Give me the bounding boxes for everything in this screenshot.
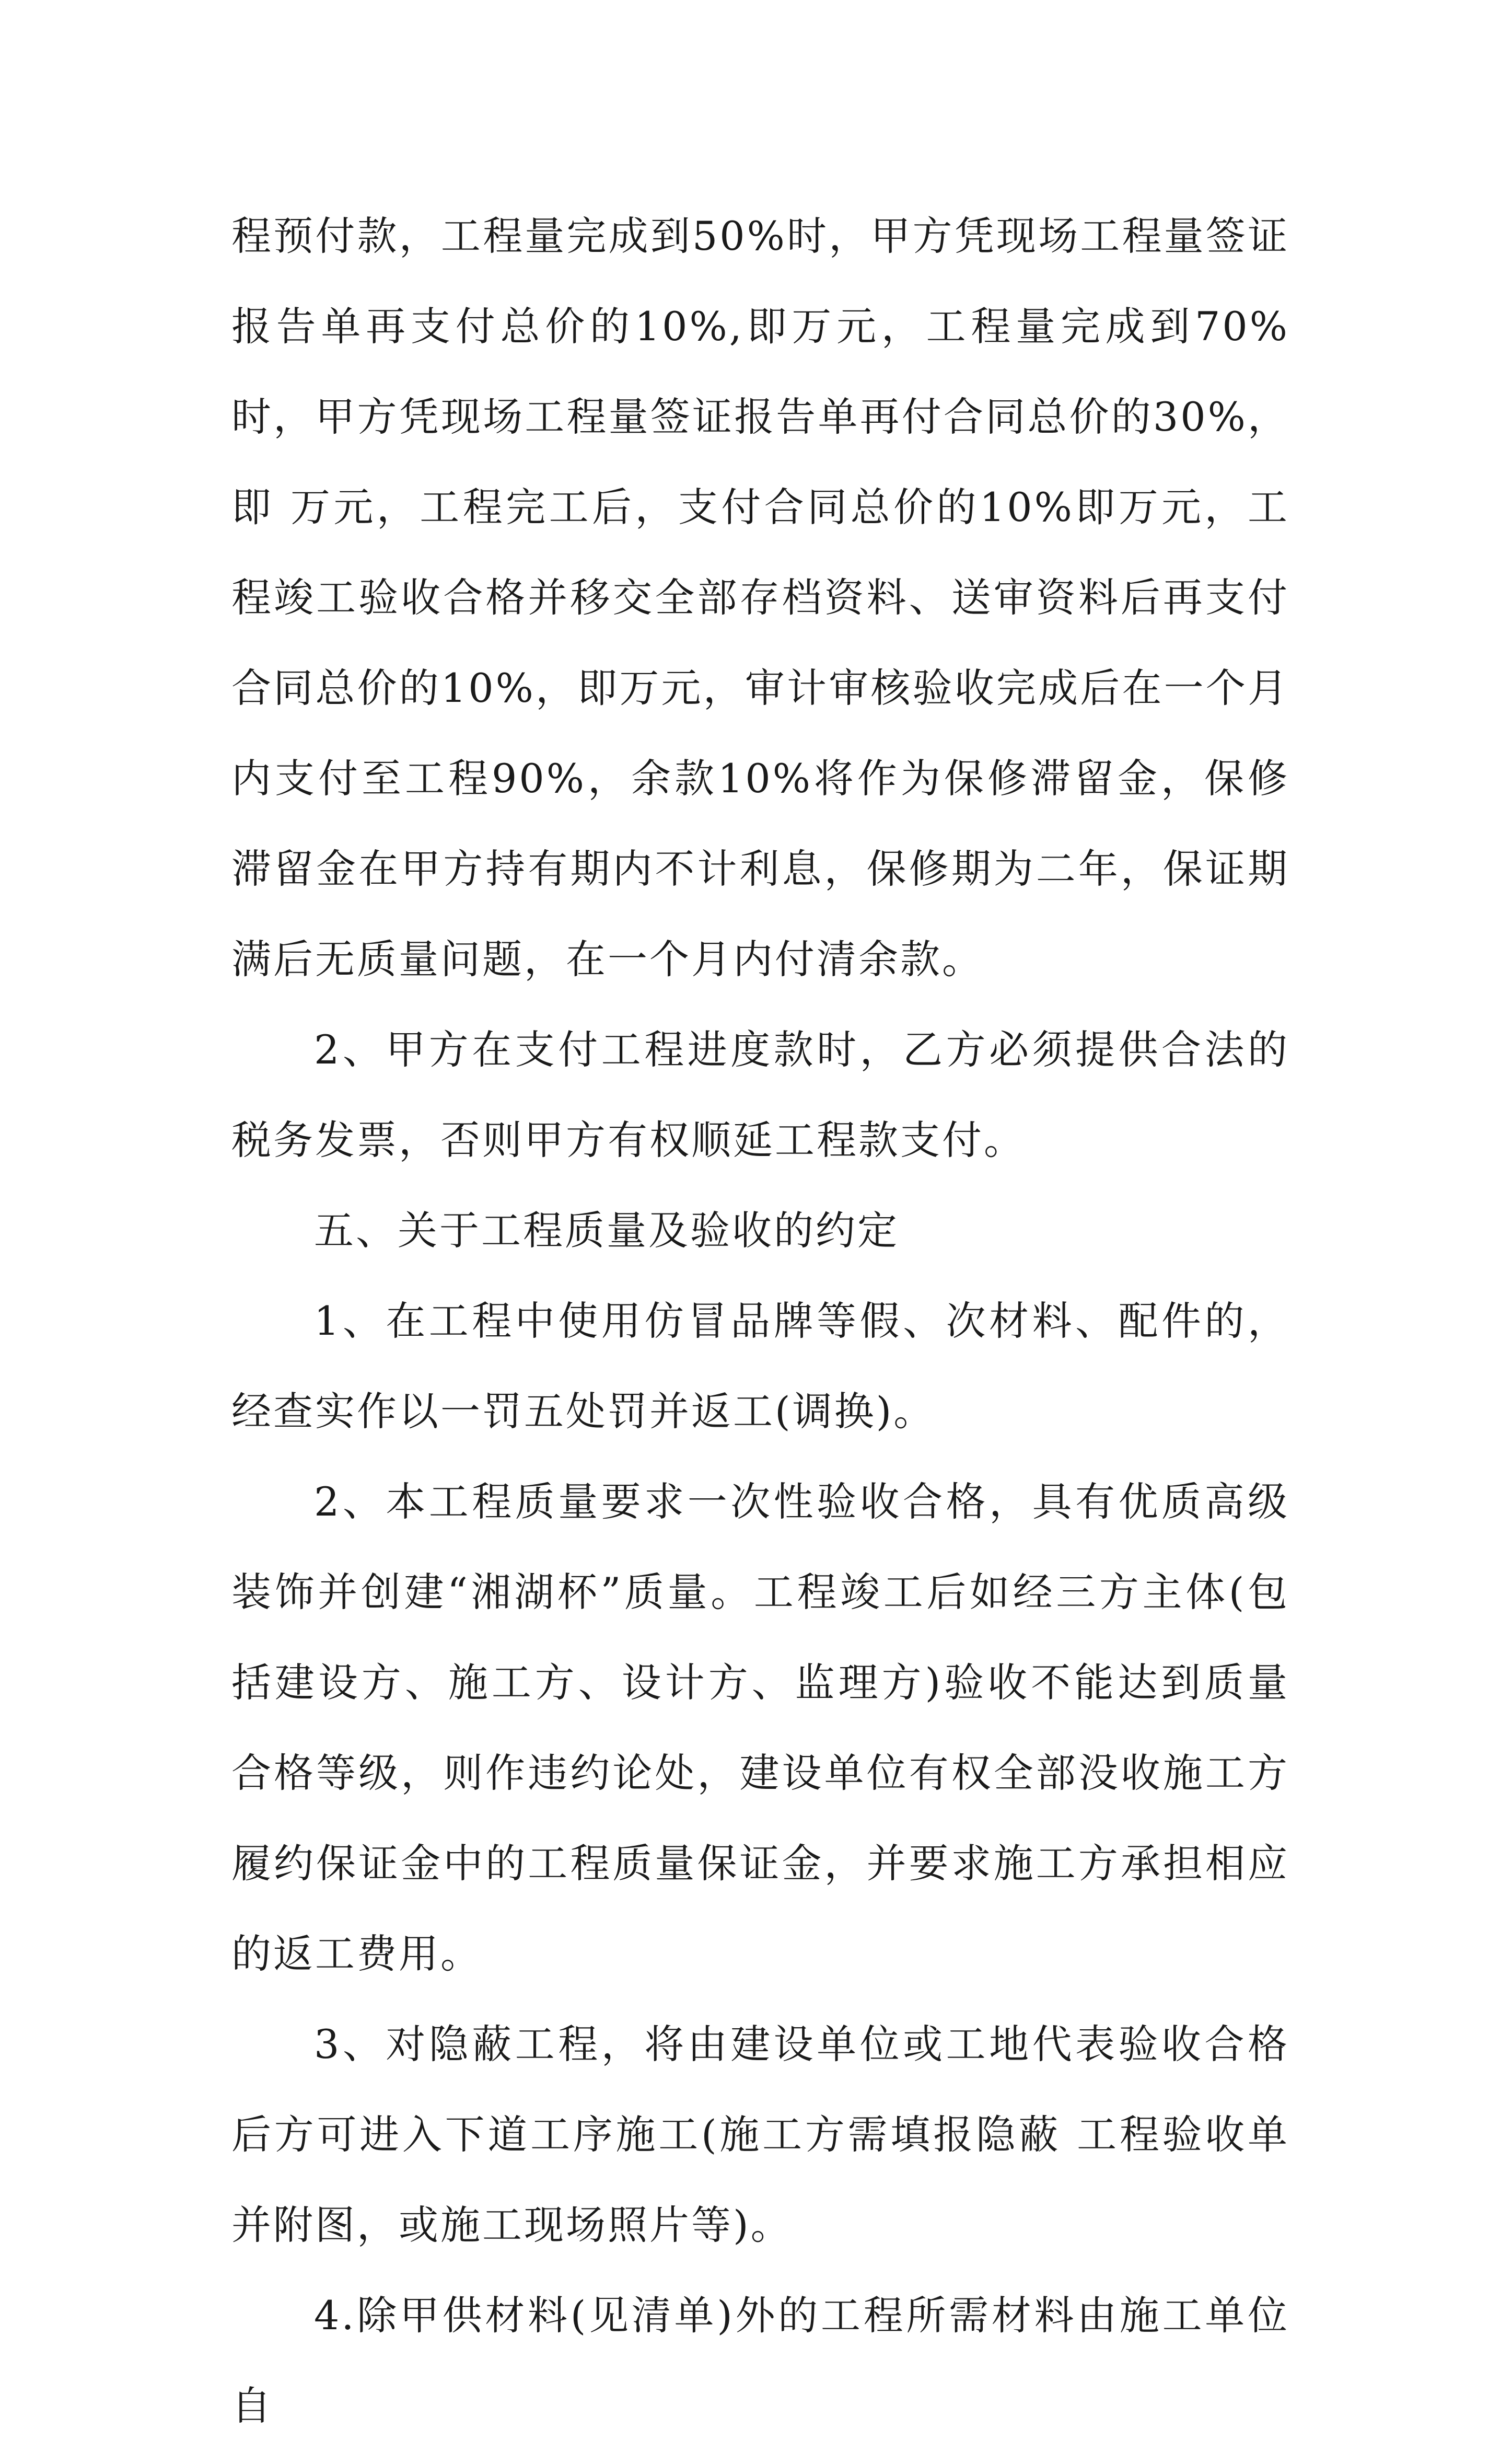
paragraph-tax-invoice: 2、甲方在支付工程进度款时，乙方必须提供合法的税务发票，否则甲方有权顺延工程款支付。	[231, 1026, 1289, 1163]
paragraph-concealed-works: 3、对隐蔽工程，将由建设单位或工地代表验收合格后方可进入下道工序施工(施工方需填报隐蔽 工程验收单并附图，或施工现场照片等)。	[231, 2021, 1289, 2248]
paragraph-counterfeit-materials: 1、在工程中使用仿冒品牌等假、次材料、配件的，经查实作以一罚五处罚并返工(调换)。	[231, 1298, 1289, 1435]
paragraph-materials-supply: 4.除甲供材料(见清单)外的工程所需材料由施工单位自	[231, 2292, 1289, 2429]
paragraph-payment-schedule: 程预付款，工程量完成到50%时，甲方凭现场工程量签证报告单再支付总价的10%,即万元，工程量完成到70%时，甲方凭现场工程量签证报告单再付合同总价的30%，即 万元，工程完工后，支付合同总价的10%即万元，工程竣工验收合格并移交全部存档资料、送审资料后再支付合同总价的10%，即万元，审计审核验收完成后在一个月内支付至工程90%，余款10%将作为保修滞留金，保修滞留金在甲方持有期内不计利息，保修期为二年，保证期满后无质量问题，在一个月内付清余款。	[231, 213, 1289, 982]
section-heading-quality: 五、关于工程质量及验收的约定	[314, 1207, 899, 1254]
document-body	[231, 191, 1289, 2451]
paragraph-quality-requirement: 2、本工程质量要求一次性验收合格，具有优质高级装饰并创建“湘湖杯”质量。工程竣工后如经三方主体(包括建设方、施工方、设计方、监理方)验收不能达到质量合格等级，则作违约论处，建设单位有权全部没收施工方履约保证金中的工程质量保证金，并要求施工方承担相应的返工费用。	[231, 1478, 1289, 1977]
